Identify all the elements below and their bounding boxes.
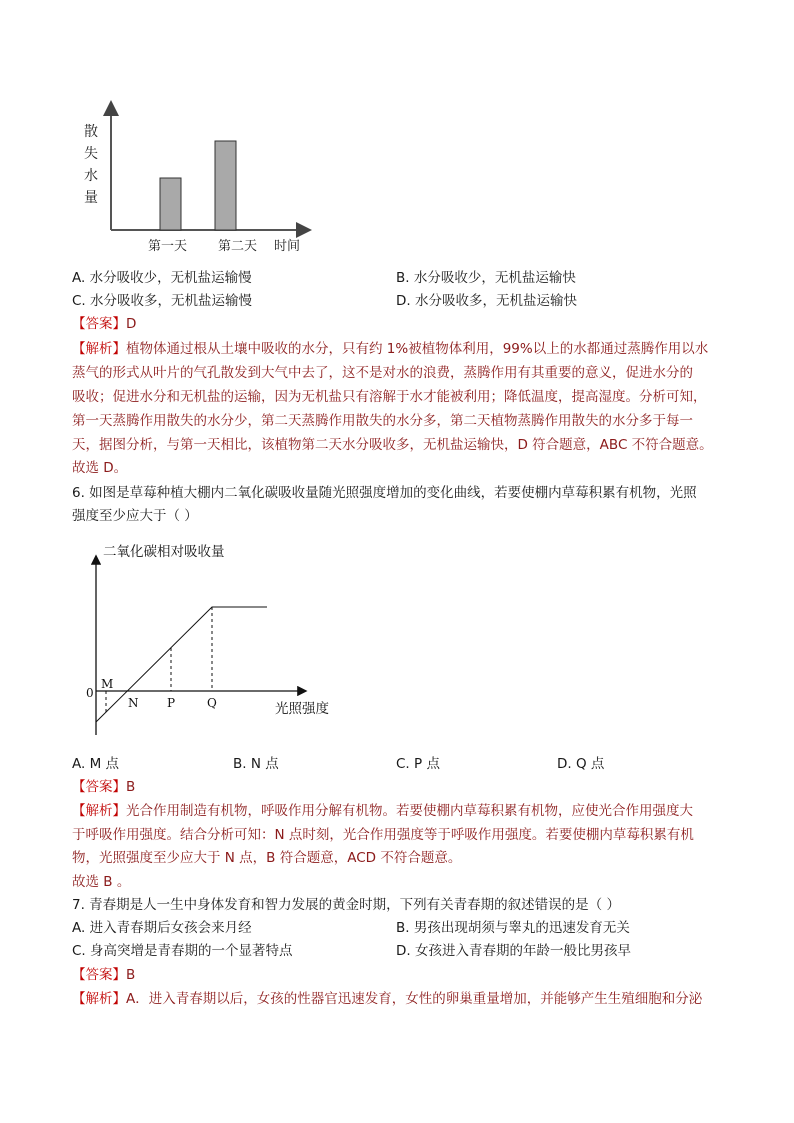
origin-label: 0 bbox=[86, 686, 94, 700]
q5-option-b: B. 水分吸收少，无机盐运输快 bbox=[396, 270, 576, 286]
q5-analysis-line: 天，据图分析，与第一天相比，该植物第二天水分吸收多，无机盐运输快，D 符合题意，ABC 不符合题意。 bbox=[72, 437, 713, 453]
x-tick-day2: 第二天 bbox=[218, 239, 258, 254]
q6-option-a: A. M 点 bbox=[72, 756, 120, 772]
q6-option-d: D. Q 点 bbox=[557, 756, 605, 772]
co2-curve bbox=[96, 607, 267, 722]
point-m-label: M bbox=[101, 677, 114, 691]
q5-answer bbox=[72, 314, 136, 334]
q5-analysis-line: 故选 D。 bbox=[72, 460, 128, 476]
bar-day1 bbox=[160, 178, 181, 230]
q5-analysis-line: 【解析】植物体通过根从土壤中吸收的水分，只有约 1%被植物体利用，99%以上的水都通过蒸腾作用以水 bbox=[72, 341, 709, 357]
analysis-tag: 【解析】 bbox=[72, 991, 126, 1007]
q6-option-b: B. N 点 bbox=[233, 756, 279, 772]
answer-value: D bbox=[126, 316, 137, 332]
q5-option-a: A. 水分吸收少，无机盐运输慢 bbox=[72, 270, 252, 286]
y-label-char: 散 bbox=[84, 124, 98, 140]
q6-question-line: 6. 如图是草莓种植大棚内二氧化碳吸收量随光照强度增加的变化曲线，若要使棚内草莓积累有机物，光照 bbox=[72, 485, 697, 501]
q5-analysis-line: 吸收；促进水分和无机盐的运输，因为无机盐只有溶解于水才能被利用；降低温度，提高湿度。分析可知， bbox=[72, 389, 707, 405]
answer-value: B bbox=[126, 779, 136, 795]
q7-option-c: C. 身高突增是青春期的一个显著特点 bbox=[72, 943, 293, 959]
q5-analysis-line: 蒸气的形式从叶片的气孔散发到大气中去了，这不是对水的浪费，蒸腾作用有其重要的意义，促进水分的 bbox=[72, 365, 693, 381]
x-tick-day1: 第一天 bbox=[148, 239, 188, 254]
point-n-label: N bbox=[128, 696, 139, 710]
q6-option-c: C. P 点 bbox=[396, 756, 440, 772]
q5-option-c: C. 水分吸收多，无机盐运输慢 bbox=[72, 293, 253, 309]
q6-analysis-line: 于呼吸作用强度。结合分析可知：N 点时刻，光合作用强度等于呼吸作用强度。若要使棚内草莓积累有机 bbox=[72, 827, 694, 843]
x-axis-label: 时间 bbox=[274, 239, 301, 254]
point-p-label: P bbox=[167, 696, 176, 710]
q5-option-d: D. 水分吸收多，无机盐运输快 bbox=[396, 293, 577, 309]
q7-option-b: B. 男孩出现胡须与睾丸的迅速发育无关 bbox=[396, 920, 630, 936]
water-loss-bar-chart bbox=[60, 95, 330, 260]
y-axis-label: 二氧化碳相对吸收量 bbox=[103, 544, 225, 560]
co2-absorption-line-chart bbox=[70, 535, 350, 745]
q7-option-d: D. 女孩进入青春期的年龄一般比男孩早 bbox=[396, 943, 631, 959]
point-q-label: Q bbox=[207, 696, 217, 710]
q6-question-line: 强度至少应大于（ ） bbox=[72, 508, 198, 524]
q7-answer bbox=[72, 965, 135, 985]
answer-tag: 【答案】 bbox=[72, 316, 126, 332]
q6-analysis-line: 【解析】光合作用制造有机物，呼吸作用分解有机物。若要使棚内草莓积累有机物，应使光合作用强度大 bbox=[72, 803, 693, 819]
y-label-char: 水 bbox=[84, 168, 98, 184]
analysis-tag: 【解析】 bbox=[72, 341, 126, 357]
answer-tag: 【答案】 bbox=[72, 779, 126, 795]
answer-value: B bbox=[126, 967, 136, 983]
bar-day2 bbox=[215, 141, 236, 230]
q6-answer bbox=[72, 777, 135, 797]
x-axis-label: 光照强度 bbox=[275, 701, 329, 717]
y-label-char: 失 bbox=[84, 146, 98, 162]
q7-option-a: A. 进入青春期后女孩会来月经 bbox=[72, 920, 252, 936]
analysis-tag: 【解析】 bbox=[72, 803, 126, 819]
q6-analysis-line: 物，光照强度至少应大于 N 点，B 符合题意，ACD 不符合题意。 bbox=[72, 850, 462, 866]
q7-analysis-line: 【解析】A．进入青春期以后，女孩的性器官迅速发育，女性的卵巢重量增加，并能够产生生殖细胞和分泌 bbox=[72, 991, 703, 1007]
q6-analysis-line: 故选 B 。 bbox=[72, 874, 131, 890]
answer-tag: 【答案】 bbox=[72, 967, 126, 983]
q7-question: 7. 青春期是人一生中身体发育和智力发展的黄金时期，下列有关青春期的叙述错误的是（ ） bbox=[72, 897, 620, 913]
q5-analysis-line: 第一天蒸腾作用散失的水分少，第二天蒸腾作用散失的水分多，第二天植物蒸腾作用散失的水分多于每一 bbox=[72, 413, 693, 429]
y-label-char: 量 bbox=[84, 190, 98, 206]
